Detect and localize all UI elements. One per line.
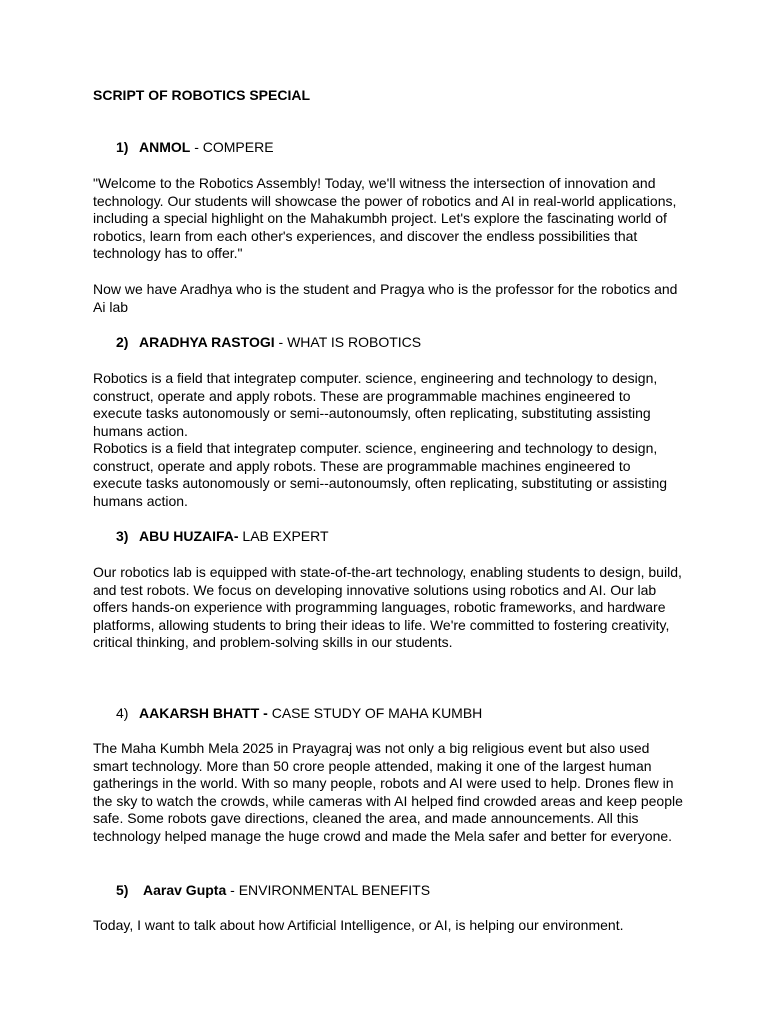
speaker-role: - COMPERE — [190, 139, 274, 155]
section-heading-1 — [116, 139, 274, 157]
speaker-name: ARADHYA RASTOGI — [139, 334, 275, 350]
section-heading-5 — [116, 882, 430, 900]
paragraph: "Welcome to the Robotics Assembly! Today, we'll witness the intersection of innovation and technology. Our students will showcase the power of robotics and AI in real-world applications, including a special highlight on the Mahakumbh project. Let's explore the fascinating world of robotics, learn from each other's experiences, and discover the endless possibilities that technology has to offer." — [93, 175, 677, 262]
speaker-role: - WHAT IS ROBOTICS — [274, 334, 422, 350]
speaker-role: CASE STUDY OF MAHA KUMBH — [267, 705, 483, 721]
section-heading-2 — [116, 334, 421, 352]
speaker-name: ABU HUZAIFA- — [139, 528, 239, 544]
section-number: 5) — [116, 882, 129, 898]
section-number: 2) — [116, 334, 129, 350]
speaker-role: - ENVIRONMENTAL BENEFITS — [226, 882, 431, 898]
section-heading-4 — [116, 705, 482, 723]
section-number: 3) — [116, 528, 129, 544]
speaker-name: Aarav Gupta — [143, 882, 227, 898]
section-heading-3 — [116, 528, 329, 546]
speaker-role: LAB EXPERT — [238, 528, 329, 544]
paragraph: Now we have Aradhya who is the student and Pragya who is the professor for the robotics and Ai lab — [93, 281, 678, 315]
speaker-name: AAKARSH BHATT - — [139, 705, 268, 721]
document-title: SCRIPT OF ROBOTICS SPECIAL — [93, 87, 311, 103]
paragraph: Robotics is a field that integratep computer. science, engineering and technology to design, construct, operate and apply robots. These are programmable machines engineered to execute tasks autonomously or semi--autonoumsly, often replicating, substituting or assisting humans action. — [93, 440, 668, 509]
section-number: 1) — [116, 139, 129, 155]
paragraph: Our robotics lab is equipped with state-of-the-art technology, enabling students to design, build, and test robots. We focus on developing innovative solutions using robotics and AI. Our lab offers hands-on experience with programming languages, robotic frameworks, and hardware platforms, allowing students to bring their ideas to life. We're committed to fostering creativity, critical thinking, and problem-solving skills in our students. — [93, 564, 682, 651]
section-number: 4) — [116, 705, 129, 721]
paragraph: The Maha Kumbh Mela 2025 in Prayagraj was not only a big religious event but also used smart technology. More than 50 crore people attended, making it one of the largest human gatherings in the world. With so many people, robots and AI were used to help. Drones flew in the sky to watch the crowds, while cameras with AI helped find crowded areas and keep people safe. Some robots gave directions, cleaned the area, and made announcements. All this technology helped manage the huge crowd and made the Mela safer and better for everyone. — [93, 740, 683, 844]
speaker-name: ANMOL — [139, 139, 191, 155]
paragraph: Robotics is a field that integratep computer. science, engineering and technology to design, construct, operate and apply robots. These are programmable machines engineered to execute tasks autonomously or semi--autonoumsly, often replicating, substituting assisting humans action. — [93, 370, 658, 439]
paragraph: Today, I want to talk about how Artificial Intelligence, or AI, is helping our environment. — [93, 917, 624, 933]
